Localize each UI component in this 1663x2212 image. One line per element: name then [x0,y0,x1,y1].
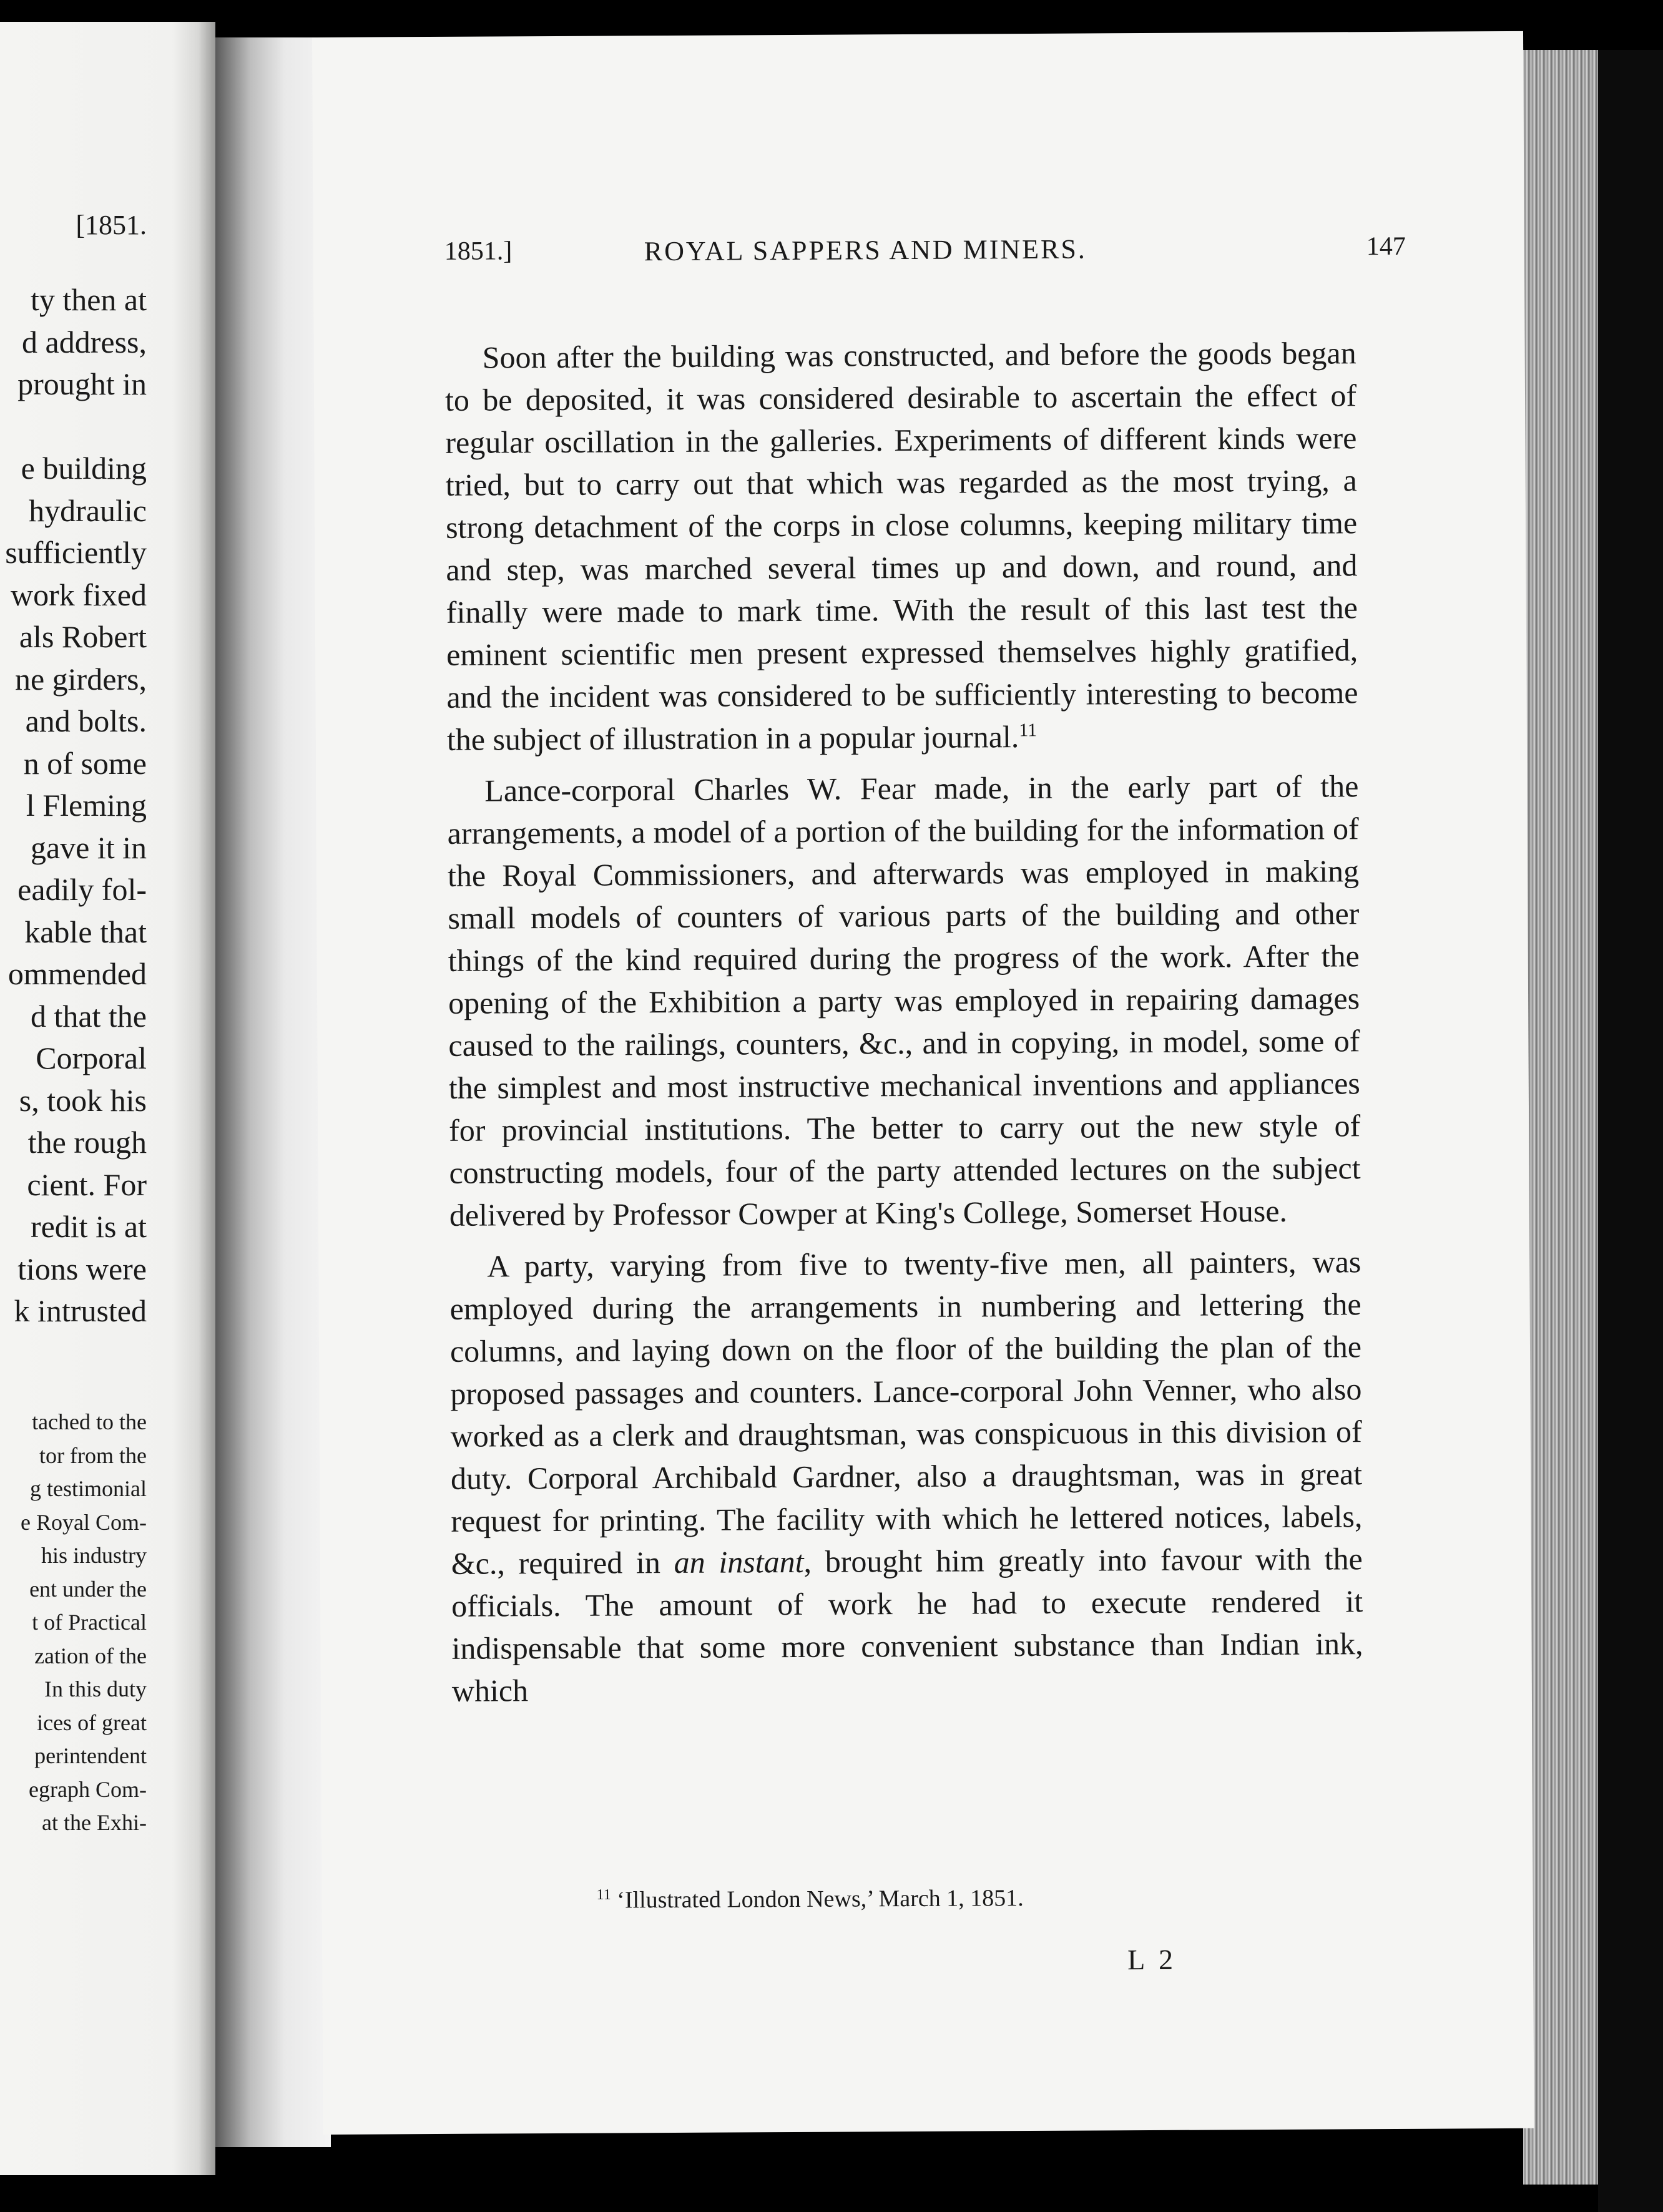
left-page-footnote-line: egraph Com- [29,1776,147,1802]
left-page-footnote-line: tor from the [39,1442,147,1468]
left-page-footnote-line: In this duty [44,1676,147,1701]
left-page-line: work fixed [11,577,147,612]
left-page-footnote-line: g testimonial [30,1476,147,1501]
footnote-number: 11 [596,1886,611,1903]
left-page-line: prought in [17,366,147,401]
left-page-line: cient. For [27,1167,147,1202]
paragraph-1 [445,331,1359,761]
paragraph-3-italic: an instant [674,1544,804,1580]
left-page-footnote-line: tached to the [32,1409,147,1434]
left-page-line: l Fleming [26,788,147,823]
left-page-line: e building [21,451,147,486]
running-head-title: ROYAL SAPPERS AND MINERS. [644,233,1087,267]
paragraph-1-text: Soon after the building was constructed, and before the goods began to be deposited, it was considered desirable to ascertain the effect of regular oscillation in the galleries. Experiments of different kinds were tried, but to carry out that which was regarded as the most trying, a strong detachment of the corps in close columns, keeping military time and step, was marched several times up and down, and round, and finally were made to mark time. With the result of this last test the eminent scientific men present expressed themselves highly gratified, and the incident was considered to be sufficiently interesting to become the subject of illustration in a popular journal. [444,335,1358,757]
left-page-line: the rough [27,1125,147,1160]
left-page-line: ty then at [30,282,147,317]
left-page-line: gave it in [30,830,147,865]
left-page-footnote-line: e Royal Com- [21,1509,147,1535]
left-page-footnote-line: ent under the [29,1576,147,1602]
left-page-line: d that the [30,998,147,1034]
left-page-line: n of some [23,745,147,781]
left-page-line: ne girders, [14,661,147,697]
body-text [445,331,1364,1721]
page-number: 147 [1366,232,1406,262]
paragraph-3 [449,1240,1363,1712]
left-page-line: ommended [7,956,147,991]
left-page-line: sufficiently [5,535,147,570]
footnote [597,1882,1408,1914]
left-page-line: Corporal [36,1040,147,1075]
paragraph-2 [447,765,1361,1236]
left-page-line: als Robert [19,619,147,654]
left-page-line: d address, [22,324,147,360]
left-page-footnote-line: ices of great [37,1710,147,1735]
left-page-line: redit is at [30,1209,147,1244]
running-head [444,232,1406,274]
left-page-footnote-line: his industry [41,1543,147,1568]
left-page-footnote-line: t of Practical [32,1610,147,1635]
left-page [0,22,215,2175]
paragraph-3-text-before: A party, varying from five to twenty-five men, all painters, was employed during the arrangements in numbering and lettering the columns, and laying down on the floor of the building the plan of the proposed passages and counters. Lance-corporal John Venner, who also worked as a clerk and draughtsman, was conspicuous in this division of duty. Corporal Archibald Gardner, also a draughtsman, was in great request for printing. The facility with which he lettered notices, labels, &c., required in [449,1244,1363,1581]
page-edge-shadow [1598,50,1663,2212]
footnote-reference: 11 [1019,720,1038,741]
left-running-head: [1851. [76,210,147,240]
left-page-line: hydraulic [29,492,147,528]
left-page-footnote-line: zation of the [34,1643,147,1668]
left-page-line: kable that [24,914,147,949]
footnote-text: ‘Illustrated London News,’ March 1, 1851. [617,1885,1024,1914]
left-page-footnote-line: perintendent [34,1743,147,1768]
paragraph-2-text: Lance-corporal Charles W. Fear made, in the early part of the arrangements, a model of a portion of the building for the information of the Royal Commissioners, and afterwards was employed in making small models of counters of various parts of the building and other things of the kind required during the progress of the work. After the opening of the Exhibition a party was employed in repairing damages caused to the railings, counters, &c., and in copying, in model, some of the simplest and most instructive mechanical inventions and appliances for provincial institutions. The better to carry out the new style of constructing models, four of the party attended lectures on the subject delivered by Professor Cowper at King's College, Somerset House. [447,768,1361,1233]
left-page-line: eadily fol- [17,872,147,907]
paragraph-3-text-after: , brought him greatly into favour with the officials. The amount of work he had to execute rendered it indispensable that some more convenient substance than Indian ink, which [451,1541,1363,1708]
left-page-line: s, took his [19,1082,147,1118]
running-head-year: 1851.] [444,237,513,266]
left-page-line: tions were [17,1251,147,1286]
signature-mark: L 2 [1127,1943,1177,1976]
left-page-line: and bolts. [25,703,147,738]
right-page [312,31,1534,2135]
left-page-line: k intrusted [14,1293,147,1328]
left-page-footnote-line: at the Exhi- [42,1810,147,1835]
